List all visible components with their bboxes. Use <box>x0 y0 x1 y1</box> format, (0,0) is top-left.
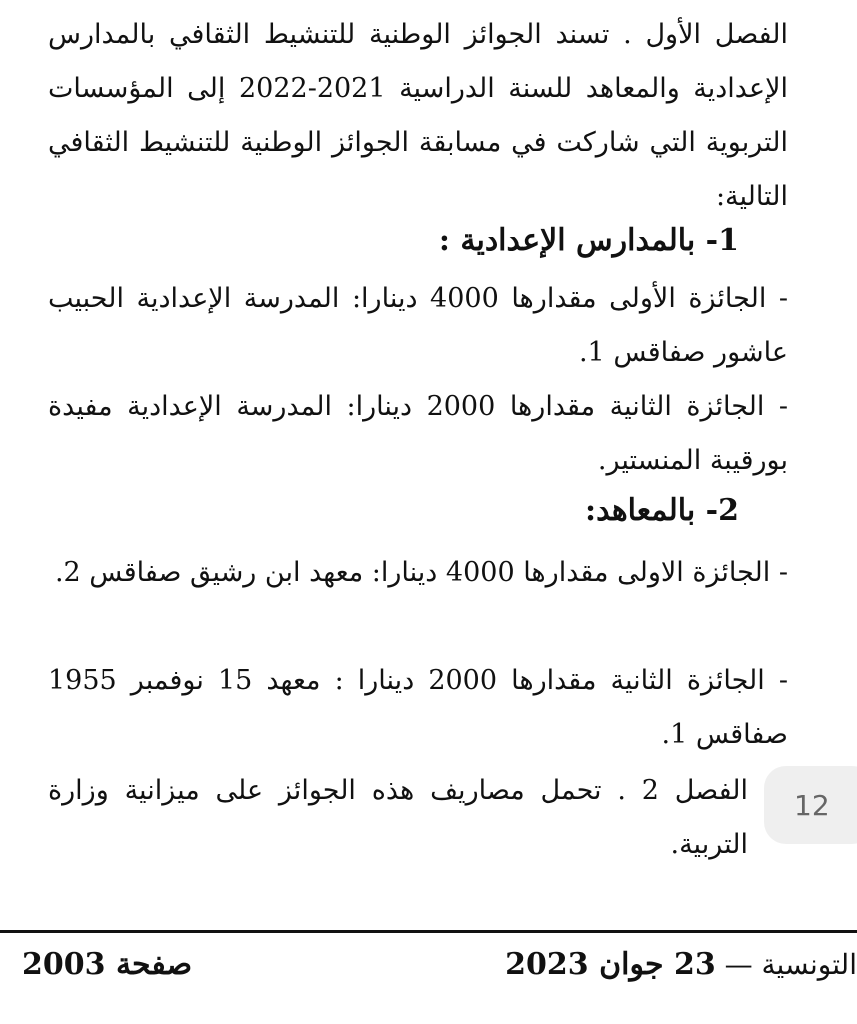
footer-date: 23 جوان 2023 <box>505 947 716 982</box>
prize-2-middle-school: - الجائزة الثانية مقدارها 2000 دينارا: المدرسة الإعدادية مفيدة بورقيبة المنستير. <box>48 391 788 476</box>
page-number-badge-text: 12 <box>794 788 830 822</box>
footer-publication-name: التونسية — <box>715 948 857 981</box>
prize-1-middle-school: - الجائزة الأولى مقدارها 4000 دينارا: المدرسة الإعدادية الحبيب عاشور صفاقس 1. <box>48 283 788 368</box>
prize-2-high-school: - الجائزة الثانية مقدارها 2000 دينارا : معهد 15 نوفمبر 1955 صفاقس 1. <box>48 665 788 750</box>
footer-publication-date <box>505 947 857 982</box>
footer-page-number: صفحة 2003 <box>22 947 193 982</box>
section-heading-high-schools: 2- بالمعاهد: <box>585 493 739 528</box>
footer-divider <box>0 930 857 933</box>
prize-1-high-school: - الجائزة الاولى مقدارها 4000 دينارا: معهد ابن رشيق صفاقس 2. <box>54 557 788 588</box>
article-1-paragraph: الفصل الأول . تسند الجوائز الوطنية للتنشيط الثقافي بالمدارس الإعدادية والمعاهد للسنة الدراسية 2021-2022 إلى المؤسسات التربوية التي شاركت في مسابقة الجوائز الوطنية للتنشيط الثقافي التالية: <box>48 19 788 212</box>
article-2-paragraph: الفصل 2 . تحمل مصاريف هذه الجوائز على ميزانية وزارة التربية. <box>48 775 748 860</box>
page-number-badge <box>764 766 857 844</box>
section-heading-middle-schools: 1- بالمدارس الإعدادية : <box>438 223 739 258</box>
